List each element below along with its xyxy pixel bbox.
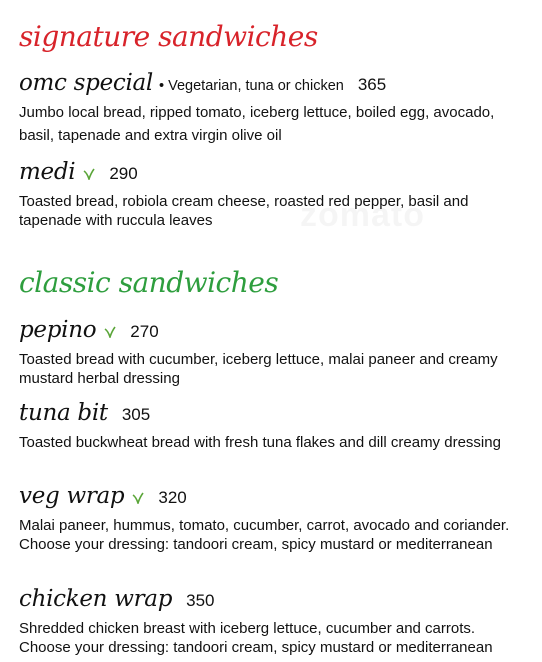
- section-title-classic: classic sandwiches: [19, 266, 279, 299]
- item-name: tuna bit: [19, 400, 108, 426]
- item-description: Jumbo local bread, ripped tomato, iceberg lettuce, boiled egg, avocado, basil, tapenade and extra virgin olive oil: [19, 104, 495, 144]
- menu-item-tuna-bit: [19, 400, 150, 426]
- section-title-signature: signature sandwiches: [19, 20, 318, 53]
- item-price: 365: [357, 75, 387, 94]
- menu-item-medi: [19, 159, 138, 185]
- item-price: 320: [158, 488, 187, 507]
- item-description: Malai paneer, hummus, tomato, cucumber, carrot, avocado and coriander. Choose your dressing: tandoori cream, spicy mustard or mediterranean: [19, 517, 510, 553]
- item-price: 270: [130, 322, 159, 341]
- item-name: chicken wrap: [19, 586, 173, 612]
- item-description: Toasted bread, robiola cream cheese, roasted red pepper, basil and tapenade with ruccula leaves: [19, 193, 469, 229]
- item-price: 350: [186, 591, 215, 610]
- menu-item-pepino: [19, 317, 159, 343]
- item-description: Shredded chicken breast with iceberg lettuce, cucumber and carrots. Choose your dressing: tandoori cream, spicy mustard or mediterranean: [19, 620, 493, 656]
- item-description: Toasted buckwheat bread with fresh tuna flakes and dill creamy dressing: [19, 434, 501, 451]
- veg-leaf-icon: [104, 326, 116, 338]
- item-name: omc special: [19, 70, 153, 96]
- item-price: 290: [109, 164, 138, 183]
- item-price: 305: [121, 405, 151, 424]
- item-note: • Vegetarian, tuna or chicken: [159, 78, 344, 94]
- veg-leaf-icon: [83, 168, 95, 180]
- menu-item-veg-wrap: [19, 483, 187, 509]
- item-description: Toasted bread with cucumber, iceberg lettuce, malai paneer and creamy mustard herbal dressing: [19, 351, 498, 387]
- menu-item-chicken-wrap: [19, 586, 215, 612]
- menu-item-omc-special: [19, 70, 386, 96]
- item-name: veg wrap: [19, 483, 125, 509]
- item-name: medi: [19, 159, 76, 185]
- veg-leaf-icon: [132, 492, 144, 504]
- item-name: pepino: [19, 317, 97, 343]
